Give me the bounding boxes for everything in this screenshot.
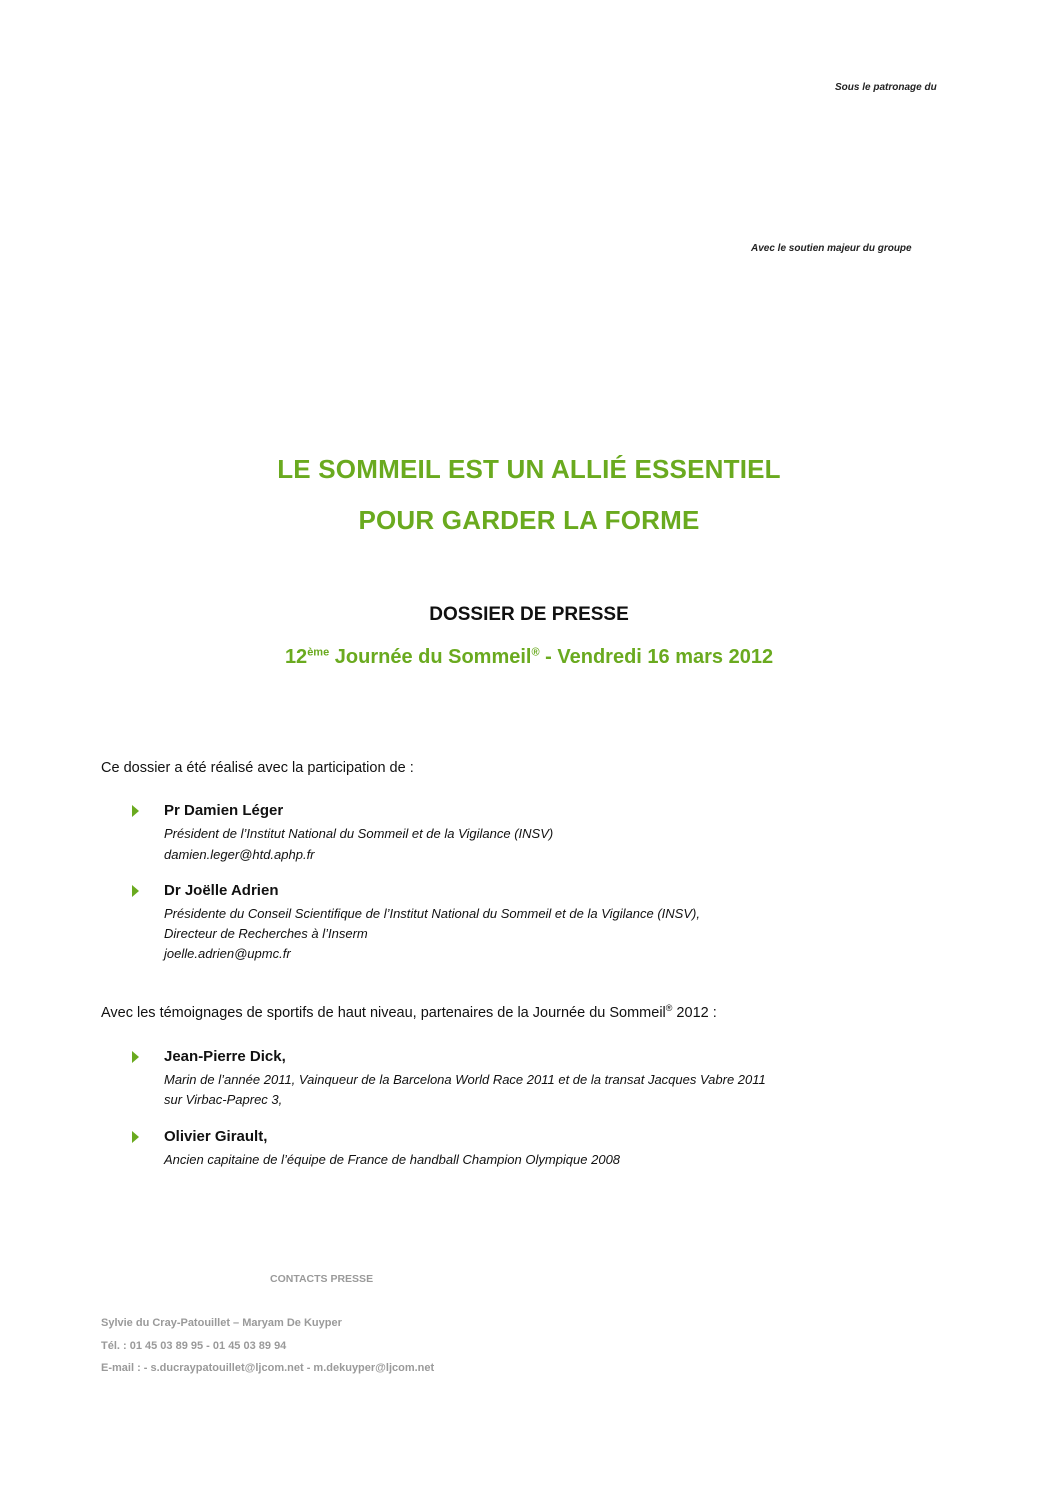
participation-intro: Ce dossier a été réalisé avec la participation de : — [101, 760, 414, 776]
athlete-detail: Marin de l’année 2011, Vainqueur de la Barcelona World Race 2011 et de la transat Jacques Vabre 2011 — [164, 1072, 766, 1087]
person-email: joelle.adrien@upmc.fr — [164, 946, 291, 961]
person-name: Pr Damien Léger — [164, 802, 284, 819]
title-line-1: LE SOMMEIL EST UN ALLIÉ ESSENTIEL — [277, 454, 781, 484]
event-number: 12 — [284, 646, 308, 668]
bullet-icon — [132, 1131, 139, 1143]
bullet-icon — [132, 1051, 139, 1063]
event-text-2: - Vendredi 16 mars 2012 — [539, 646, 774, 668]
registered-mark: ® — [531, 646, 540, 659]
person-detail: Directeur de Recherches à l’Inserm — [164, 926, 368, 941]
contact-names: Sylvie du Cray-Patouillet – Maryam De Kuyper — [101, 1317, 342, 1329]
dossier-heading: DOSSIER DE PRESSE — [429, 604, 629, 625]
contacts-heading: CONTACTS PRESSE — [270, 1273, 374, 1285]
event-text-1: Journée du Sommeil — [329, 646, 532, 668]
contact-phone: Tél. : 01 45 03 89 95 - 01 45 03 89 94 — [101, 1340, 287, 1352]
bullet-icon — [132, 885, 139, 897]
temoignages-text-2: 2012 : — [672, 1004, 717, 1021]
athlete-name: Olivier Girault, — [164, 1128, 268, 1145]
person-detail: Présidente du Conseil Scientifique de l’Institut National du Sommeil et de la Vigilance (INSV), — [164, 906, 700, 921]
registered-mark: ® — [665, 1003, 673, 1013]
person-email: damien.leger@htd.aphp.fr — [164, 847, 315, 862]
athlete-detail: sur Virbac-Paprec 3, — [164, 1092, 283, 1107]
title-line-2: POUR GARDER LA FORME — [358, 505, 700, 535]
soutien-label: Avec le soutien majeur du groupe — [751, 243, 912, 254]
patronage-label: Sous le patronage du — [835, 82, 937, 93]
contact-email: E-mail : - s.ducraypatouillet@ljcom.net - m.dekuyper@ljcom.net — [101, 1362, 435, 1374]
event-ordinal: ème — [307, 646, 330, 659]
event-line — [0, 646, 1058, 669]
athlete-name: Jean-Pierre Dick, — [164, 1048, 286, 1065]
person-name: Dr Joëlle Adrien — [164, 882, 279, 899]
athlete-detail: Ancien capitaine de l’équipe de France de handball Champion Olympique 2008 — [164, 1152, 621, 1167]
bullet-icon — [132, 805, 139, 817]
temoignages-text-1: Avec les témoignages de sportifs de haut niveau, partenaires de la Journée du Sommeil — [101, 1004, 666, 1021]
temoignages-intro — [101, 1003, 717, 1021]
person-detail: Président de l’Institut National du Sommeil et de la Vigilance (INSV) — [164, 826, 554, 841]
